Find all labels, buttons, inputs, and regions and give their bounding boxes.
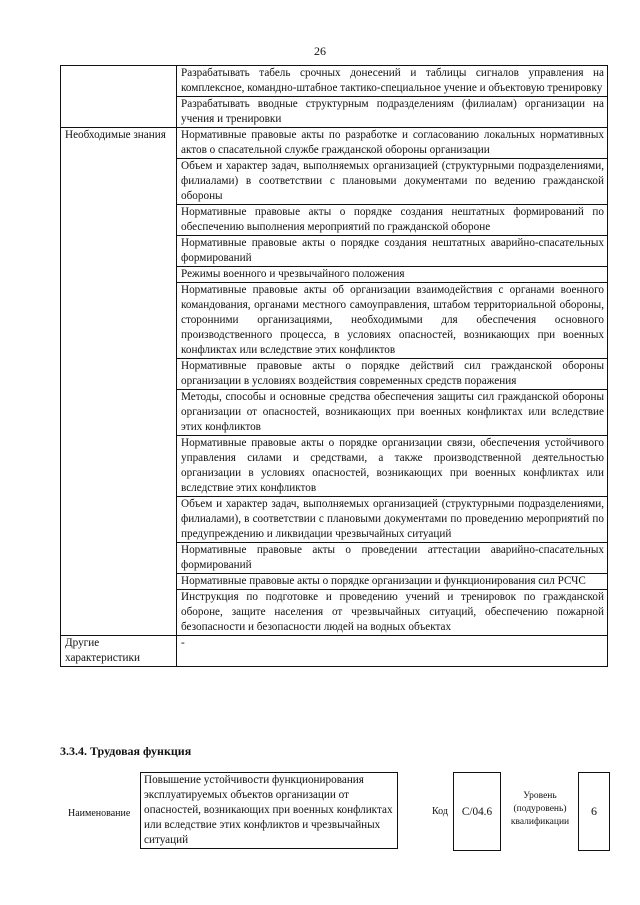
level-label: Уровень (подуровень) квалификации (510, 791, 570, 827)
table-row (61, 636, 608, 667)
page-number: 26 (314, 44, 326, 58)
requirement-cell: Нормативные правовые акты об организации взаимодействия с органами военного командования, органами местного самоуправления, штабом территориальной обороны, сторонними организациями, необходимыми для обеспечения основного производственного процесса, в условиях опасностей, возникающих при военных конфликтах или вследствие этих конфликтов (177, 283, 608, 359)
requirement-cell: Нормативные правовые акты о проведении аттестации аварийно-спасательных формирований (177, 543, 608, 574)
row-label-knowledge: Необходимые знания (61, 128, 177, 636)
requirement-cell: Разрабатывать вводные структурным подразделениям (филиалам) организации на учения и тренировки (177, 97, 608, 128)
function-name-box: Повышение устойчивости функционирования эксплуатируемых объектов организации от опасностей, возникающих при военных конфликтах или вследствие этих конфликтов и чрезвычайных ситуаций (140, 772, 398, 849)
requirement-cell: - (177, 636, 608, 667)
requirement-cell: Нормативные правовые акты о порядке организации и функционирования сил РСЧС (177, 574, 608, 590)
requirement-cell: Режимы военного и чрезвычайного положения (177, 267, 608, 283)
level-box: 6 (578, 772, 610, 851)
requirement-cell: Нормативные правовые акты о порядке создания нештатных аварийно-спасательных формирований (177, 236, 608, 267)
requirement-cell: Инструкция по подготовке и проведению учений и тренировок по гражданской обороне, защите населения от чрезвычайных ситуаций, обеспечению пожарной безопасности и безопасности людей на водных объектах (177, 590, 608, 636)
row-label-empty (61, 66, 177, 128)
code-label: Код (432, 806, 448, 817)
name-label: Наименование (68, 808, 131, 819)
code-box: С/04.6 (453, 772, 501, 851)
requirements-table (60, 65, 608, 667)
table-row (61, 66, 608, 97)
requirement-cell: Нормативные правовые акты о порядке действий сил гражданской обороны организации в условиях воздействия современных средств поражения (177, 359, 608, 390)
requirement-cell: Нормативные правовые акты по разработке и согласованию локальных нормативных актов о спасательной службе гражданской обороны организации (177, 128, 608, 159)
requirement-cell: Объем и характер задач, выполняемых организацией (структурными подразделениями, филиалами) в соответствии с плановыми документами по ведению гражданской обороны (177, 159, 608, 205)
section-title: 3.3.4. Трудовая функция (60, 744, 192, 758)
requirement-cell: Нормативные правовые акты о порядке организации связи, обеспечения устойчивого управления силами и средствами, а также производственной деятельностью организации в условиях опасностей, возникающих при военных конфликтах или вследствие этих конфликтов (177, 436, 608, 497)
requirement-cell: Объем и характер задач, выполняемых организацией (структурными подразделениями, филиалами), в соответствии с плановыми документами по проведению мероприятий по предупреждению и ликвидации чрезвычайных ситуаций (177, 497, 608, 543)
table-row (61, 128, 608, 159)
requirement-cell: Методы, способы и основные средства обеспечения защиты сил гражданской обороны организации от опасностей, возникающих при военных конфликтах или вследствие этих конфликтов (177, 390, 608, 436)
row-label-other: Другие характеристики (61, 636, 177, 667)
requirement-cell: Разрабатывать табель срочных донесений и таблицы сигналов управления на комплексное, командно-штабное тактико-специальное учение и объектовую тренировку (177, 66, 608, 97)
requirement-cell: Нормативные правовые акты о порядке создания нештатных формирований по обеспечению выполнения мероприятий по гражданской обороне (177, 205, 608, 236)
